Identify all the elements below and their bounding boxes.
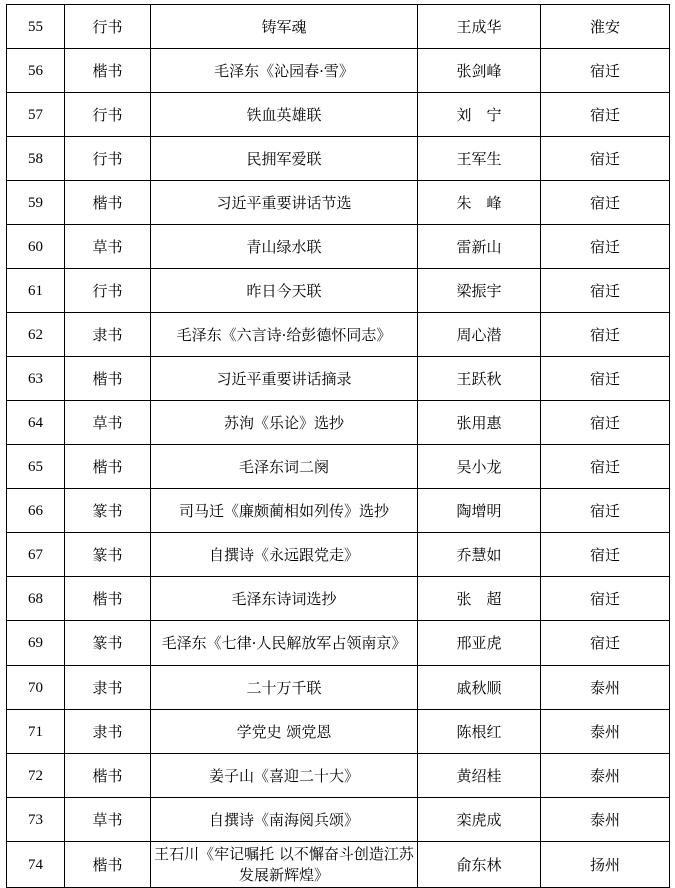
- work-title: 司马迁《廉颇蔺相如列传》选抄: [151, 489, 418, 533]
- work-title: 毛泽东《七律·人民解放军占领南京》: [151, 621, 418, 666]
- city-name: 宿迁: [541, 577, 670, 621]
- city-name: 宿迁: [541, 401, 670, 445]
- table-row: [7, 5, 670, 49]
- author-name: 乔慧如: [418, 533, 541, 577]
- calligraphy-style: 楷书: [65, 357, 151, 401]
- table-row: [7, 49, 670, 93]
- author-name: 王成华: [418, 5, 541, 49]
- work-title: 毛泽东《六言诗·给彭德怀同志》: [151, 313, 418, 357]
- row-number: 71: [7, 710, 65, 754]
- row-number: 60: [7, 225, 65, 269]
- table-row: [7, 401, 670, 445]
- author-name: 张用惠: [418, 401, 541, 445]
- table-row: [7, 445, 670, 489]
- calligraphy-style: 篆书: [65, 489, 151, 533]
- table-row: [7, 313, 670, 357]
- row-number: 67: [7, 533, 65, 577]
- calligraphy-style: 行书: [65, 137, 151, 181]
- author-name: 陈根红: [418, 710, 541, 754]
- table-row: [7, 842, 670, 888]
- row-number: 63: [7, 357, 65, 401]
- work-title: 毛泽东《沁园春·雪》: [151, 49, 418, 93]
- author-name: 栾虎成: [418, 798, 541, 842]
- row-number: 61: [7, 269, 65, 313]
- row-number: 57: [7, 93, 65, 137]
- city-name: 宿迁: [541, 181, 670, 225]
- calligraphy-style: 篆书: [65, 533, 151, 577]
- table-row: [7, 754, 670, 798]
- row-number: 62: [7, 313, 65, 357]
- row-number: 66: [7, 489, 65, 533]
- author-name: 戚秋顺: [418, 666, 541, 710]
- calligraphy-style: 楷书: [65, 181, 151, 225]
- city-name: 泰州: [541, 798, 670, 842]
- city-name: 宿迁: [541, 489, 670, 533]
- author-name: 吴小龙: [418, 445, 541, 489]
- row-number: 59: [7, 181, 65, 225]
- author-name: 刘 宁: [418, 93, 541, 137]
- city-name: 宿迁: [541, 357, 670, 401]
- calligraphy-style: 楷书: [65, 842, 151, 888]
- table-row: [7, 533, 670, 577]
- work-title: 自撰诗《南海阅兵颂》: [151, 798, 418, 842]
- table-row: [7, 137, 670, 181]
- table-row: [7, 225, 670, 269]
- calligraphy-style: 隶书: [65, 710, 151, 754]
- row-number: 70: [7, 666, 65, 710]
- author-name: 王军生: [418, 137, 541, 181]
- work-title: 习近平重要讲话节选: [151, 181, 418, 225]
- row-number: 65: [7, 445, 65, 489]
- author-name: 朱 峰: [418, 181, 541, 225]
- table-row: [7, 621, 670, 666]
- calligraphy-style: 行书: [65, 5, 151, 49]
- calligraphy-style: 篆书: [65, 621, 151, 666]
- work-title: 自撰诗《永远跟党走》: [151, 533, 418, 577]
- work-title: 昨日今天联: [151, 269, 418, 313]
- author-name: 张剑峰: [418, 49, 541, 93]
- work-title: 姜子山《喜迎二十大》: [151, 754, 418, 798]
- table-row: [7, 710, 670, 754]
- work-title: 王石川《牢记嘱托 以不懈奋斗创造江苏发展新辉煌》: [151, 842, 418, 888]
- city-name: 扬州: [541, 842, 670, 888]
- author-name: 雷新山: [418, 225, 541, 269]
- author-name: 陶增明: [418, 489, 541, 533]
- work-title: 铁血英雄联: [151, 93, 418, 137]
- city-name: 宿迁: [541, 49, 670, 93]
- work-title: 习近平重要讲话摘录: [151, 357, 418, 401]
- calligraphy-style: 草书: [65, 798, 151, 842]
- city-name: 宿迁: [541, 445, 670, 489]
- city-name: 泰州: [541, 710, 670, 754]
- table-row: [7, 93, 670, 137]
- calligraphy-style: 行书: [65, 93, 151, 137]
- row-number: 74: [7, 842, 65, 888]
- author-name: 周心潜: [418, 313, 541, 357]
- table-row: [7, 577, 670, 621]
- row-number: 72: [7, 754, 65, 798]
- work-title: 苏洵《乐论》选抄: [151, 401, 418, 445]
- work-title: 二十万千联: [151, 666, 418, 710]
- work-title: 民拥军爱联: [151, 137, 418, 181]
- city-name: 宿迁: [541, 269, 670, 313]
- row-number: 58: [7, 137, 65, 181]
- row-number: 56: [7, 49, 65, 93]
- row-number: 68: [7, 577, 65, 621]
- calligraphy-style: 隶书: [65, 313, 151, 357]
- calligraphy-style: 草书: [65, 401, 151, 445]
- author-name: 张 超: [418, 577, 541, 621]
- city-name: 泰州: [541, 666, 670, 710]
- author-name: 梁振宇: [418, 269, 541, 313]
- city-name: 淮安: [541, 5, 670, 49]
- table-row: [7, 357, 670, 401]
- row-number: 55: [7, 5, 65, 49]
- city-name: 泰州: [541, 754, 670, 798]
- author-name: 王跃秋: [418, 357, 541, 401]
- row-number: 69: [7, 621, 65, 666]
- calligraphy-style: 楷书: [65, 445, 151, 489]
- table-row: [7, 666, 670, 710]
- calligraphy-style: 楷书: [65, 49, 151, 93]
- table-row: [7, 489, 670, 533]
- author-name: 黄绍桂: [418, 754, 541, 798]
- work-title: 学党史 颂党恩: [151, 710, 418, 754]
- work-title: 毛泽东词二阕: [151, 445, 418, 489]
- calligraphy-style: 楷书: [65, 577, 151, 621]
- row-number: 64: [7, 401, 65, 445]
- works-table-body: [7, 5, 670, 888]
- row-number: 73: [7, 798, 65, 842]
- work-title: 铸军魂: [151, 5, 418, 49]
- work-title: 毛泽东诗词选抄: [151, 577, 418, 621]
- work-title: 青山绿水联: [151, 225, 418, 269]
- city-name: 宿迁: [541, 225, 670, 269]
- table-row: [7, 181, 670, 225]
- calligraphy-style: 草书: [65, 225, 151, 269]
- calligraphy-style: 行书: [65, 269, 151, 313]
- city-name: 宿迁: [541, 621, 670, 666]
- author-name: 俞东林: [418, 842, 541, 888]
- city-name: 宿迁: [541, 93, 670, 137]
- city-name: 宿迁: [541, 137, 670, 181]
- works-table: [6, 4, 670, 888]
- author-name: 邢亚虎: [418, 621, 541, 666]
- calligraphy-style: 楷书: [65, 754, 151, 798]
- city-name: 宿迁: [541, 313, 670, 357]
- table-row: [7, 269, 670, 313]
- table-row: [7, 798, 670, 842]
- calligraphy-style: 隶书: [65, 666, 151, 710]
- city-name: 宿迁: [541, 533, 670, 577]
